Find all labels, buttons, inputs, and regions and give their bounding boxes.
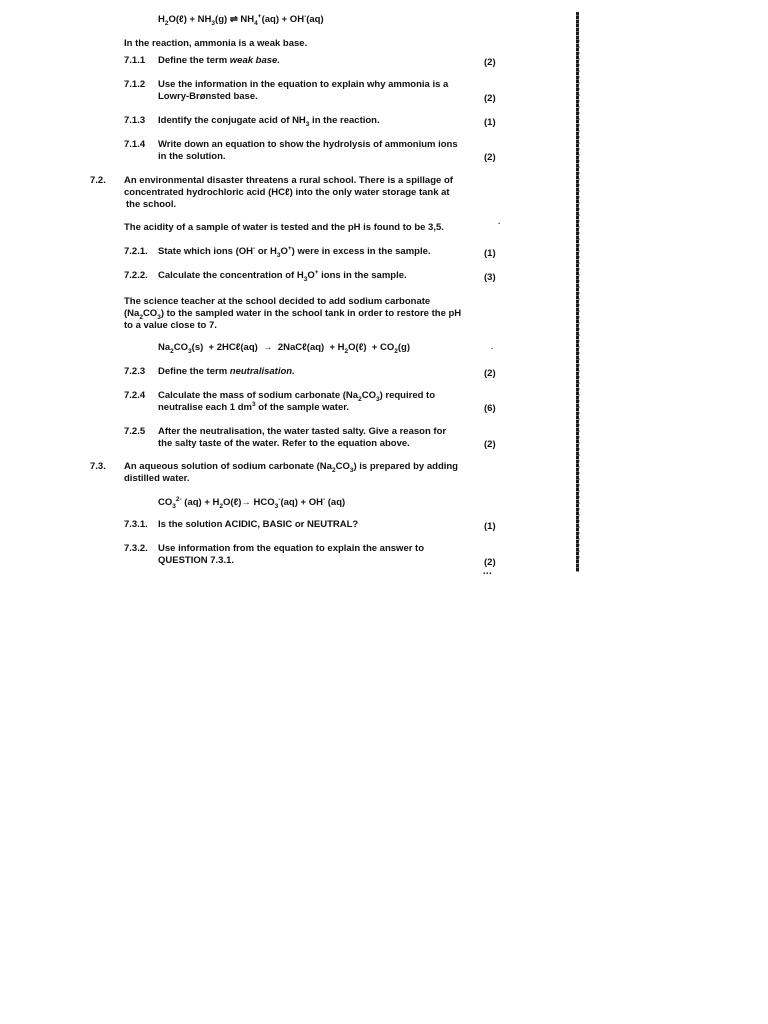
intro-weak-base: In the reaction, ammonia is a weak base. — [124, 38, 308, 49]
question-number: 7.3.2. — [124, 543, 148, 554]
question-text: QUESTION 7.3.1. — [158, 555, 235, 566]
question-marks: (1) — [484, 248, 496, 259]
question-marks: (2) — [484, 557, 496, 568]
question-text: Lowry-Brønsted base. — [158, 91, 258, 102]
question-number: 7.3. — [90, 461, 106, 472]
question-marks: (2) — [484, 93, 496, 104]
teacher-paragraph: to a value close to 7. — [124, 320, 217, 331]
question-number: 7.2.5 — [124, 426, 146, 437]
scan-speck: · — [498, 219, 501, 228]
question-marks: (1) — [484, 521, 496, 532]
question-text: After the neutralisation, the water tasted salty. Give a reason for — [158, 426, 447, 437]
question-text: neutralise each 1 $dm^3$ of the sample water. — [158, 400, 350, 413]
question-text: An environmental disaster threatens a rural school. There is a spillage of — [124, 175, 453, 186]
question-text: Is the solution ACIDIC, BASIC or NEUTRAL? — [158, 519, 359, 530]
question-text: Define the term weak base. — [158, 55, 280, 66]
question-text: the school. — [126, 199, 177, 210]
question-number: 7.2.3 — [124, 366, 146, 377]
question-marks: (2) — [484, 439, 496, 450]
question-text: Define the term neutralisation. — [158, 366, 295, 377]
scan-speck: · — [491, 344, 494, 353]
question-text: Calculate the mass of sodium carbonate $(Na_2CO_3)$ required to — [158, 390, 436, 403]
teacher-paragraph: The science teacher at the school decided to add sodium carbonate — [124, 296, 431, 307]
question-text: An aqueous solution of sodium carbonate $(Na_2CO_3)$ is prepared by adding — [124, 461, 458, 474]
question-text: Use the information in the equation to explain why ammonia is a — [158, 79, 449, 90]
question-text: Calculate the concentration of $H_3O^+$ ions in the sample. — [158, 268, 407, 283]
question-marks: (2) — [484, 368, 496, 379]
equation-ammonia-water: $H_2O(\ell) + NH_3(g)$ ⇌ $NH_4^+(aq) + OH^-(aq)$ — [158, 12, 324, 27]
question-text: Identify the conjugate acid of $NH_3$ in the reaction. — [158, 115, 380, 128]
question-number: 7.2.4 — [124, 390, 146, 401]
question-text: in the solution. — [158, 151, 226, 162]
acidity-statement: The acidity of a sample of water is tested and the pH is found to be 3,5. — [124, 222, 444, 233]
scan-speck: ▪▪▪ — [483, 571, 493, 577]
equation-neutralisation: $Na_2CO_3(s)$ + 2HCℓ(aq) → 2NaCℓ(aq) + $H_2O(\ell) + CO_2(g)$ — [158, 342, 410, 355]
question-marks: (6) — [484, 403, 496, 414]
question-marks: (1) — [484, 117, 496, 128]
question-number: 7.1.3 — [124, 115, 146, 126]
question-text: distilled water. — [124, 473, 190, 484]
question-number: 7.2.1. — [124, 246, 148, 257]
question-marks: (2) — [484, 152, 496, 163]
teacher-paragraph: $(Na_2CO_3)$ to the sampled water in the school tank in order to restore the pH — [124, 308, 462, 321]
question-marks: (2) — [484, 57, 496, 68]
question-number: 7.1.1 — [124, 55, 146, 66]
question-marks: (3) — [484, 272, 496, 283]
equation-carbonate-hydrolysis: $CO_3^{2-}$ $(aq) + H_2O(\ell)\to HCO_3^-(aq) + OH^-$ (aq) — [158, 495, 346, 510]
question-number: 7.2.2. — [124, 270, 148, 281]
question-text: State which ions (OH- or $H_3O^+$) were in excess in the sample. — [158, 244, 431, 259]
question-text: Use information from the equation to explain the answer to — [158, 543, 425, 554]
page-edge-shadow-faint — [579, 40, 580, 560]
question-number: 7.3.1. — [124, 519, 148, 530]
question-text: concentrated hydrochloric acid (HCℓ) into the only water storage tank at — [124, 187, 450, 198]
question-text: the salty taste of the water. Refer to the equation above. — [158, 438, 410, 449]
question-number: 7.1.2 — [124, 79, 146, 90]
question-text: Write down an equation to show the hydrolysis of ammonium ions — [158, 139, 458, 150]
question-number: 7.1.4 — [124, 139, 146, 150]
question-number: 7.2. — [90, 175, 106, 186]
